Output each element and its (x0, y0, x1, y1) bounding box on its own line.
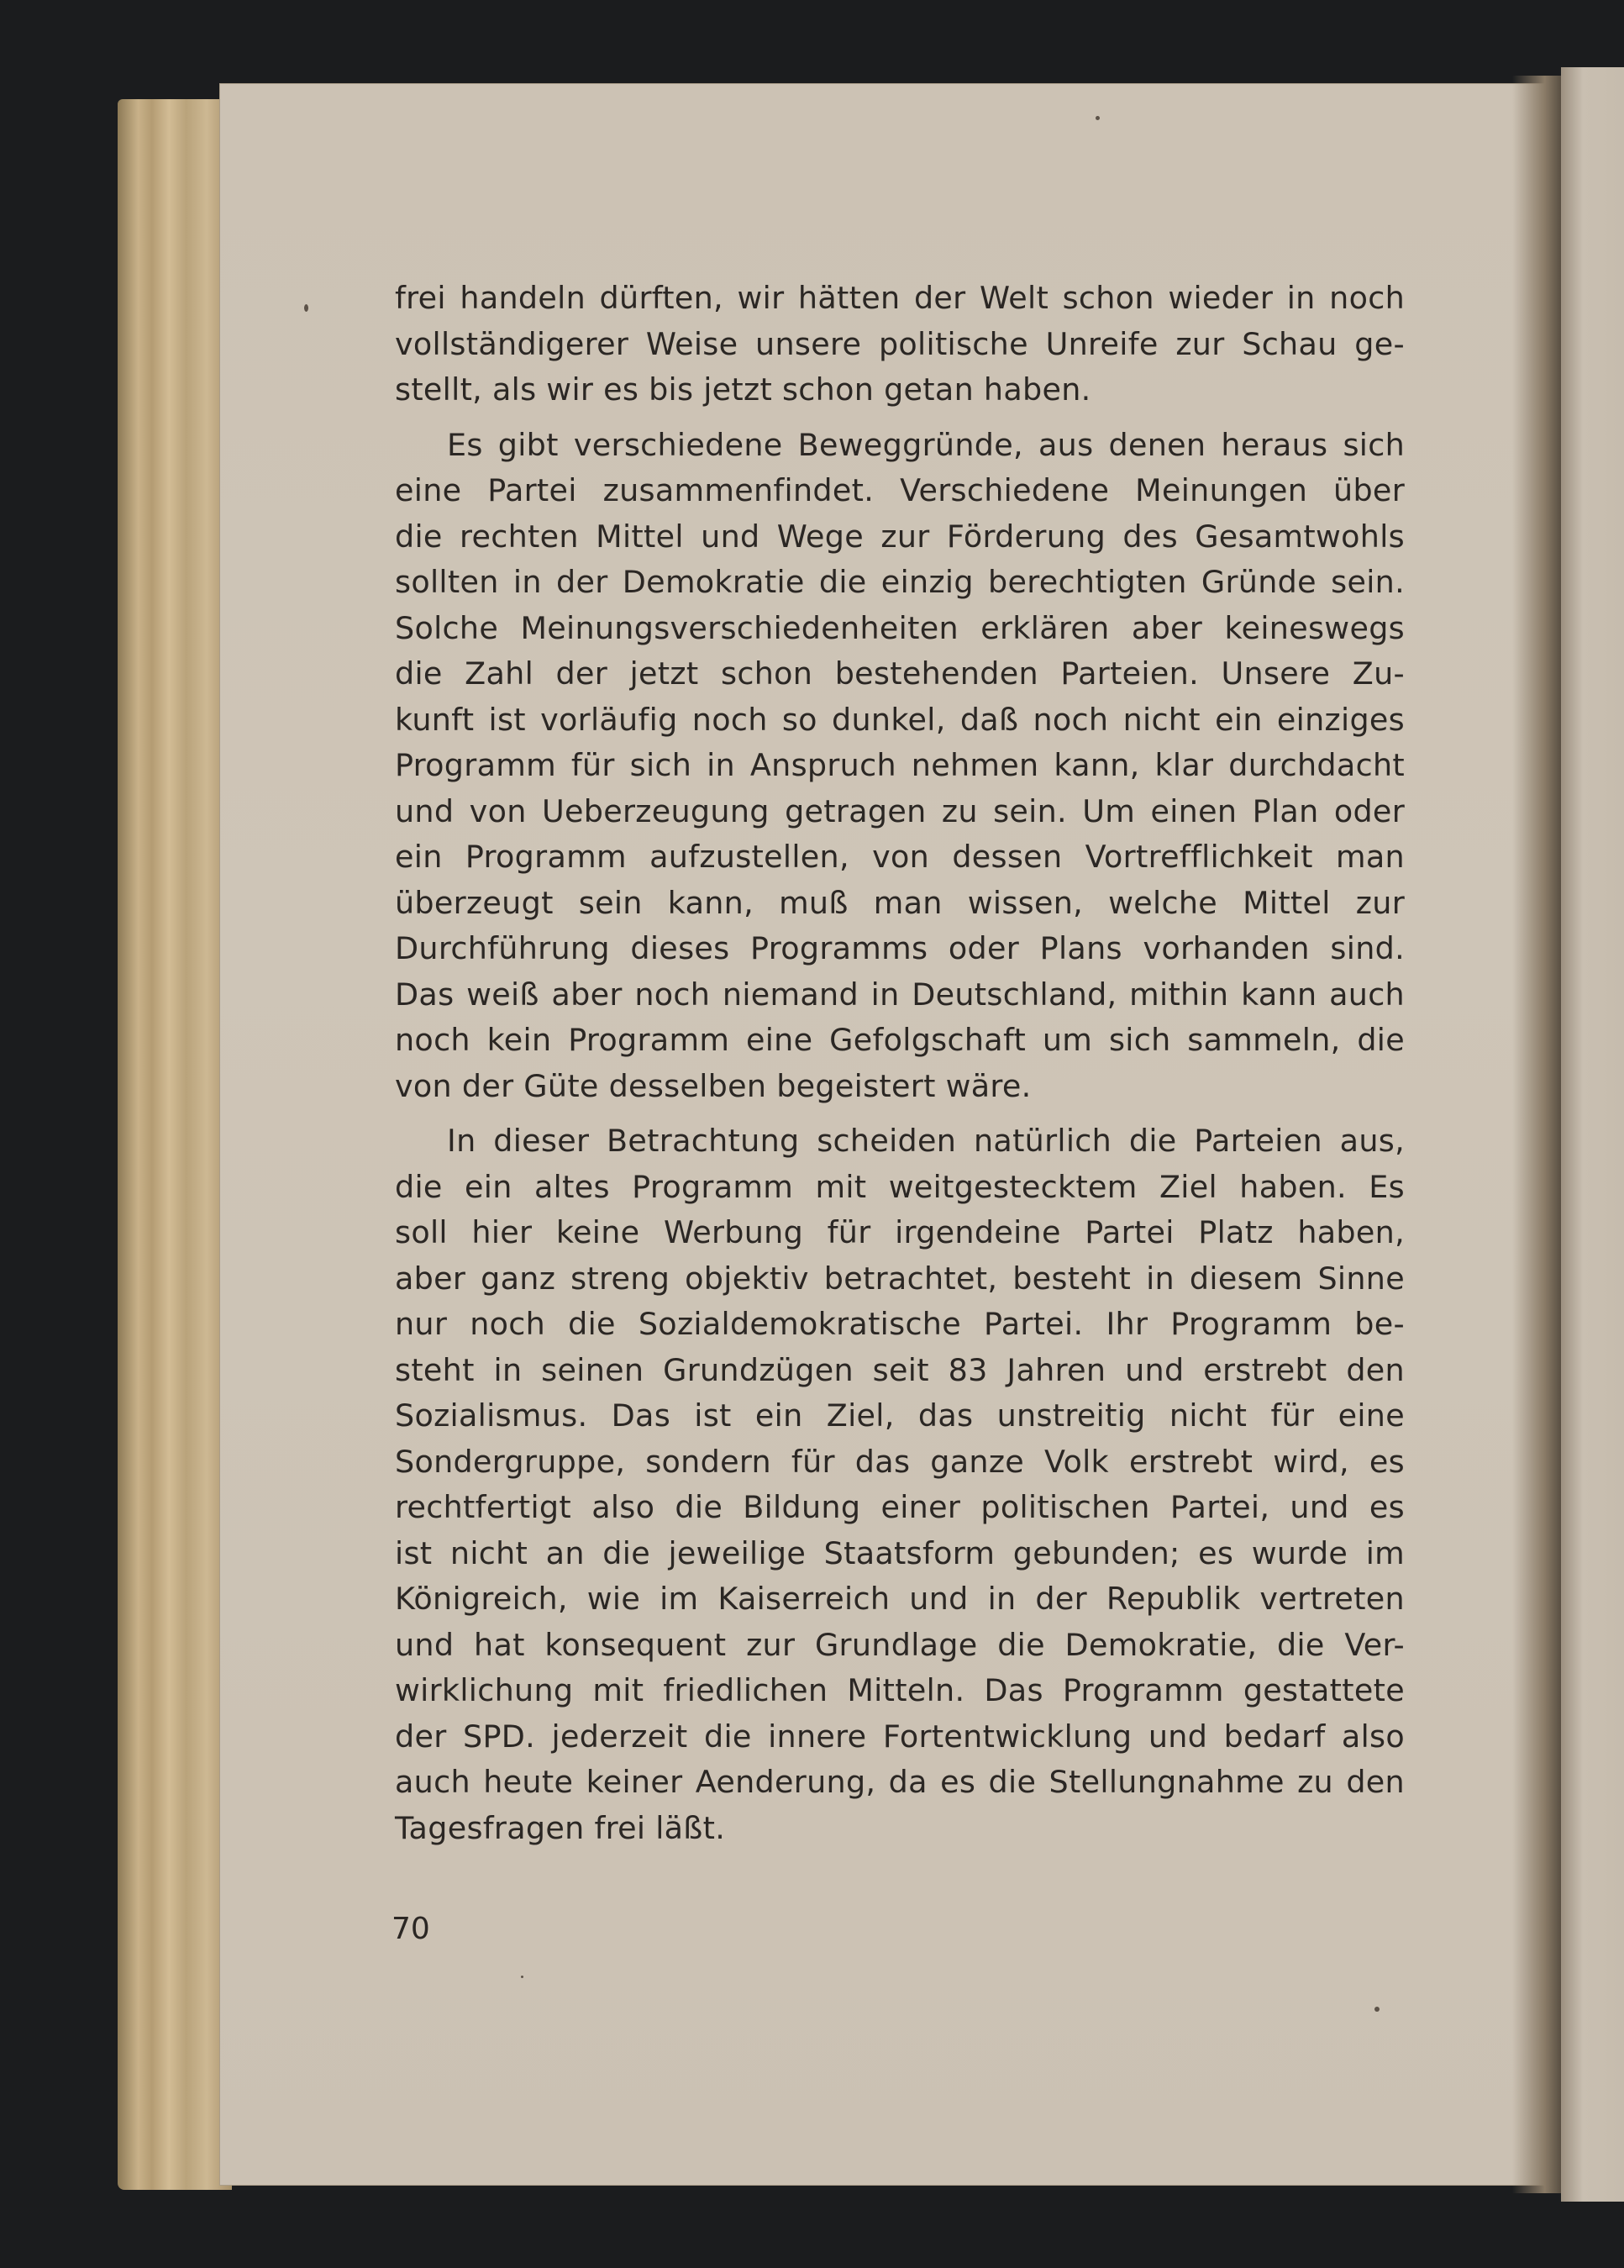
page-body-text (395, 276, 1405, 1860)
dust-speck (1374, 2007, 1380, 2012)
text-line: Königreich, wie im Kaiserreich und in der Republik vertreten (395, 1581, 1405, 1617)
text-line: ein Programm aufzustellen, von dessen Vortrefflichkeit man (395, 839, 1405, 875)
text-line: rechtfertigt also die Bildung einer politischen Partei, und es (395, 1489, 1405, 1525)
text-line: von der Güte desselben begeistert wäre. (395, 1067, 1032, 1104)
page-edges (118, 99, 232, 2190)
text-line: noch kein Programm eine Gefolgschaft um sich sammeln, die (395, 1022, 1405, 1058)
text-line: ist nicht an die jeweilige Staatsform gebunden; es wurde im (395, 1534, 1405, 1571)
text-line: nur noch die Sozialdemokratische Partei. Ihr Programm be- (395, 1306, 1405, 1342)
dust-speck (1096, 116, 1100, 120)
text-line: kunft ist vorläufig noch so dunkel, daß noch nicht ein einziges (395, 701, 1405, 738)
text-line: Sozialismus. Das ist ein Ziel, das unstreitig nicht für eine (395, 1397, 1405, 1434)
text-line: und von Ueberzeugung getragen zu sein. Um einen Plan oder (395, 792, 1405, 829)
dust-speck (304, 304, 308, 312)
text-line: frei handeln dürften, wir hätten der Welt schon wieder in noch (395, 280, 1405, 316)
text-line: Programm für sich in Anspruch nehmen kann, klar durchdacht (395, 747, 1405, 783)
text-line: Tagesfragen frei läßt. (395, 1809, 726, 1846)
text-line: vollständigerer Weise unsere politische Unreife zur Schau ge- (395, 325, 1405, 362)
text-line: stellt, als wir es bis jetzt schon getan haben. (395, 371, 1091, 408)
page-number: 70 (392, 1912, 430, 1946)
text-line: aber ganz streng objektiv betrachtet, besteht in diesem Sinne (395, 1260, 1405, 1297)
facing-page (1561, 67, 1624, 2202)
paragraph (395, 1118, 1405, 1851)
text-line: eine Partei zusammenfindet. Verschiedene Meinungen über (395, 472, 1405, 508)
dust-speck (521, 1976, 523, 1978)
text-line: Sondergruppe, sondern für das ganze Volk erstrebt wird, es (395, 1443, 1405, 1480)
text-line: die Zahl der jetzt schon bestehenden Parteien. Unsere Zu- (395, 655, 1405, 692)
text-line: Das weiß aber noch niemand in Deutschland, mithin kann auch (395, 976, 1405, 1013)
text-line: Durchführung dieses Programms oder Plans vorhanden sind. (395, 930, 1405, 966)
text-line: der SPD. jederzeit die innere Fortentwicklung und bedarf also (395, 1718, 1405, 1755)
text-line: auch heute keiner Aenderung, da es die Stellungnahme zu den (395, 1764, 1405, 1800)
text-line: sollten in der Demokratie die einzig berechtigten Gründe sein. (395, 564, 1405, 600)
text-line: überzeugt sein kann, muß man wissen, welche Mittel zur (395, 884, 1405, 921)
paragraph (395, 423, 1405, 1110)
paragraph (395, 276, 1405, 413)
text-line: wirklichung mit friedlichen Mitteln. Das Programm gestattete (395, 1672, 1405, 1708)
text-line: die rechten Mittel und Wege zur Förderung des Gesamtwohls (395, 518, 1405, 555)
text-line: die ein altes Programm mit weitgestecktem Ziel haben. Es (395, 1168, 1405, 1205)
text-line: steht in seinen Grundzügen seit 83 Jahren und erstrebt den (395, 1351, 1405, 1388)
text-line: Solche Meinungsverschiedenheiten erklären aber keineswegs (395, 609, 1405, 646)
text-line: In dieser Betrachtung scheiden natürlich die Parteien aus, (447, 1123, 1405, 1159)
text-line: Es gibt verschiedene Beweggründe, aus denen heraus sich (447, 426, 1405, 463)
text-line: soll hier keine Werbung für irgendeine Partei Platz haben, (395, 1214, 1405, 1250)
text-line: und hat konsequent zur Grundlage die Demokratie, die Ver- (395, 1626, 1405, 1663)
